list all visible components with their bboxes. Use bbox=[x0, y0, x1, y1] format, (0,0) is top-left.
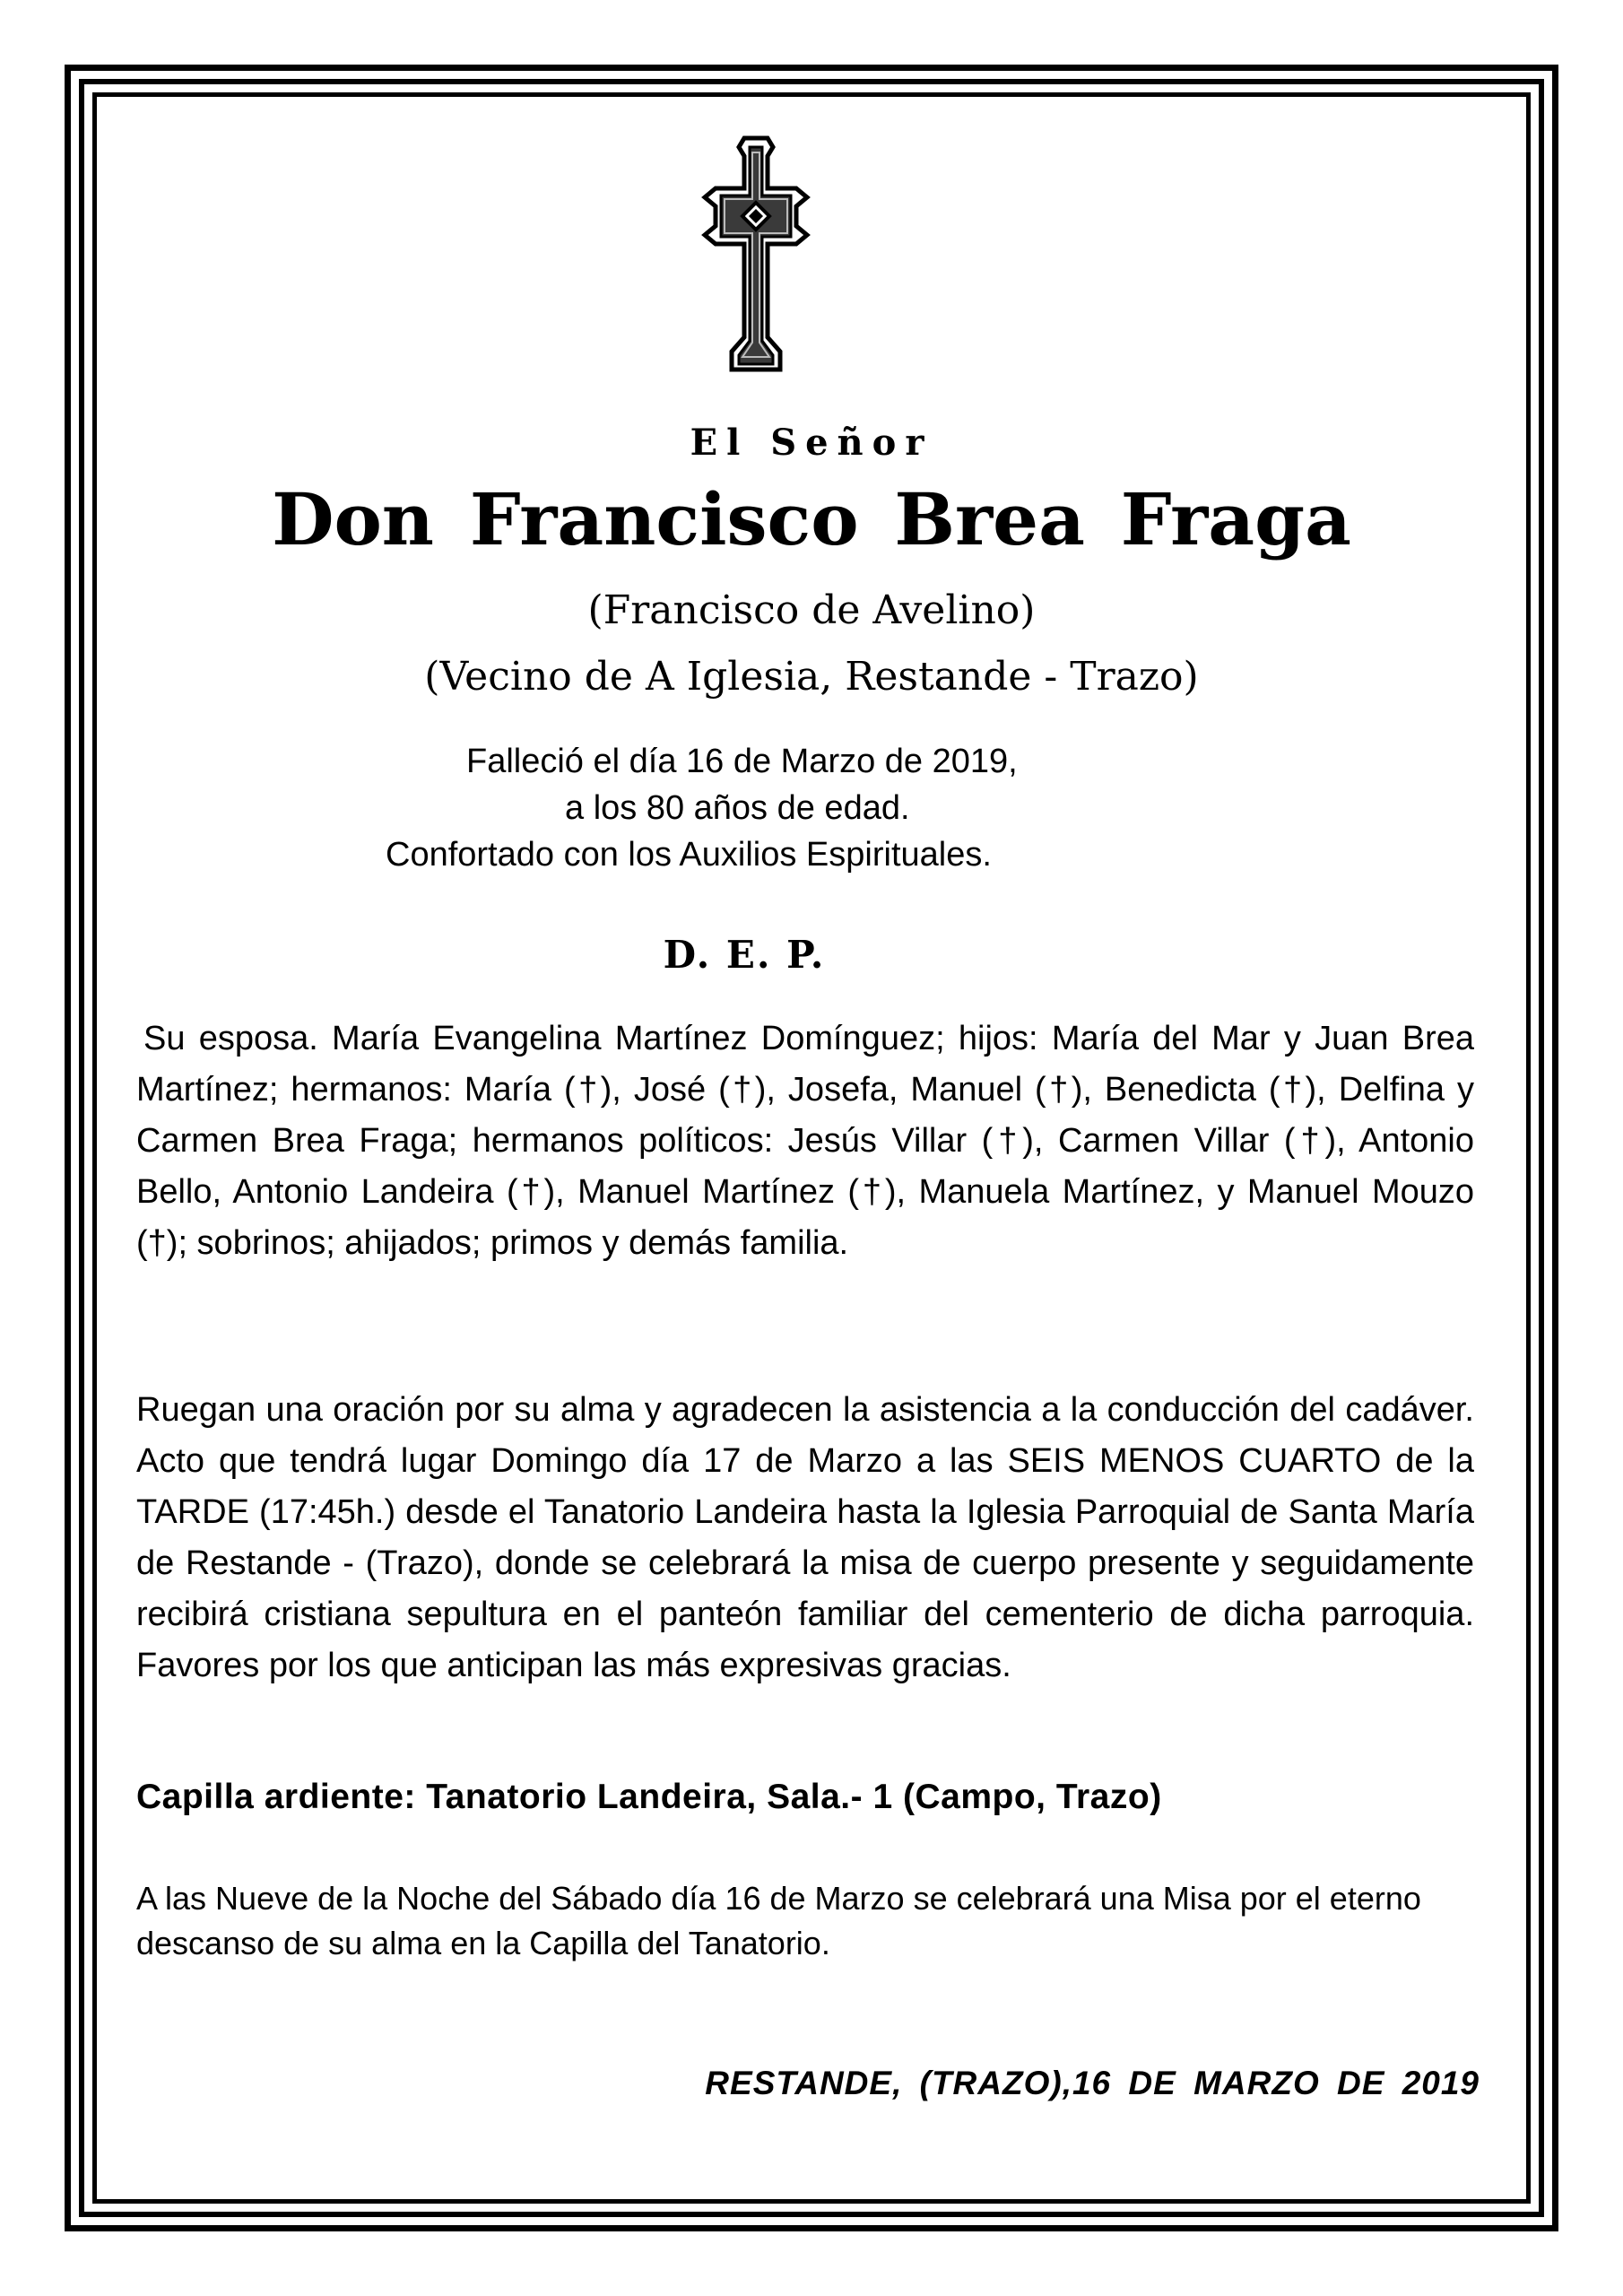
honorific: El Señor bbox=[690, 422, 933, 464]
residence: (Vecino de A Iglesia, Restande - Trazo) bbox=[424, 654, 1199, 700]
nickname: (Francisco de Avelino) bbox=[587, 587, 1036, 633]
prayer-paragraph: Ruegan una oración por su alma y agradecen la asistencia a la conducción del cadáver. Acto que tendrá lugar Domingo día 17 de Marzo a las SEIS MENOS CUARTO de la TARDE (17:45h.) desde el Tanatorio Landeira hasta la Iglesia Parroquial de Santa María de Restande - (Trazo), donde se celebrará la misa de cuerpo presente y seguidamente recibirá cristiana sepultura en el panteón familiar del cementerio de dicha parroquia. Favores por los que anticipan las más expresivas gracias. bbox=[136, 1391, 1474, 1684]
latin-cross-icon bbox=[699, 135, 812, 378]
family-paragraph: Su esposa. María Evangelina Martínez Domínguez; hijos: María del Mar y Juan Brea Martínez; hermanos: María (†), José (†), Josefa, Manuel (†), Benedicta (†), Delfina y Carmen Brea Fraga; hermanos políticos: Jesús Villar (†), Carmen Villar (†), Antonio Bello, Antonio Landeira (†), Manuel Martínez (†), Manuela Martínez, y Manuel Mouzo (†); sobrinos; ahijados; primos y demás familia. bbox=[136, 1020, 1474, 1262]
mass-paragraph: A las Nueve de la Noche del Sábado día 16 de Marzo se celebrará una Misa por el eterno descanso de su alma en la Capilla del Tanatorio. bbox=[136, 1880, 1421, 1961]
death-date-line: Falleció el día 16 de Marzo de 2019, bbox=[466, 743, 1018, 780]
rip-label: D. E. P. bbox=[663, 933, 826, 977]
chapel-line: Capilla ardiente: Tanatorio Landeira, Sala.- 1 (Campo, Trazo) bbox=[136, 1778, 1162, 1816]
deceased-name: Don Francisco Brea Fraga bbox=[272, 477, 1351, 561]
comfort-line: Confortado con los Auxilios Espirituales. bbox=[386, 836, 992, 874]
place-date-footer: RESTANDE, (TRAZO),16 DE MARZO DE 2019 bbox=[705, 2065, 1480, 2101]
age-line: a los 80 años de edad. bbox=[565, 789, 910, 827]
